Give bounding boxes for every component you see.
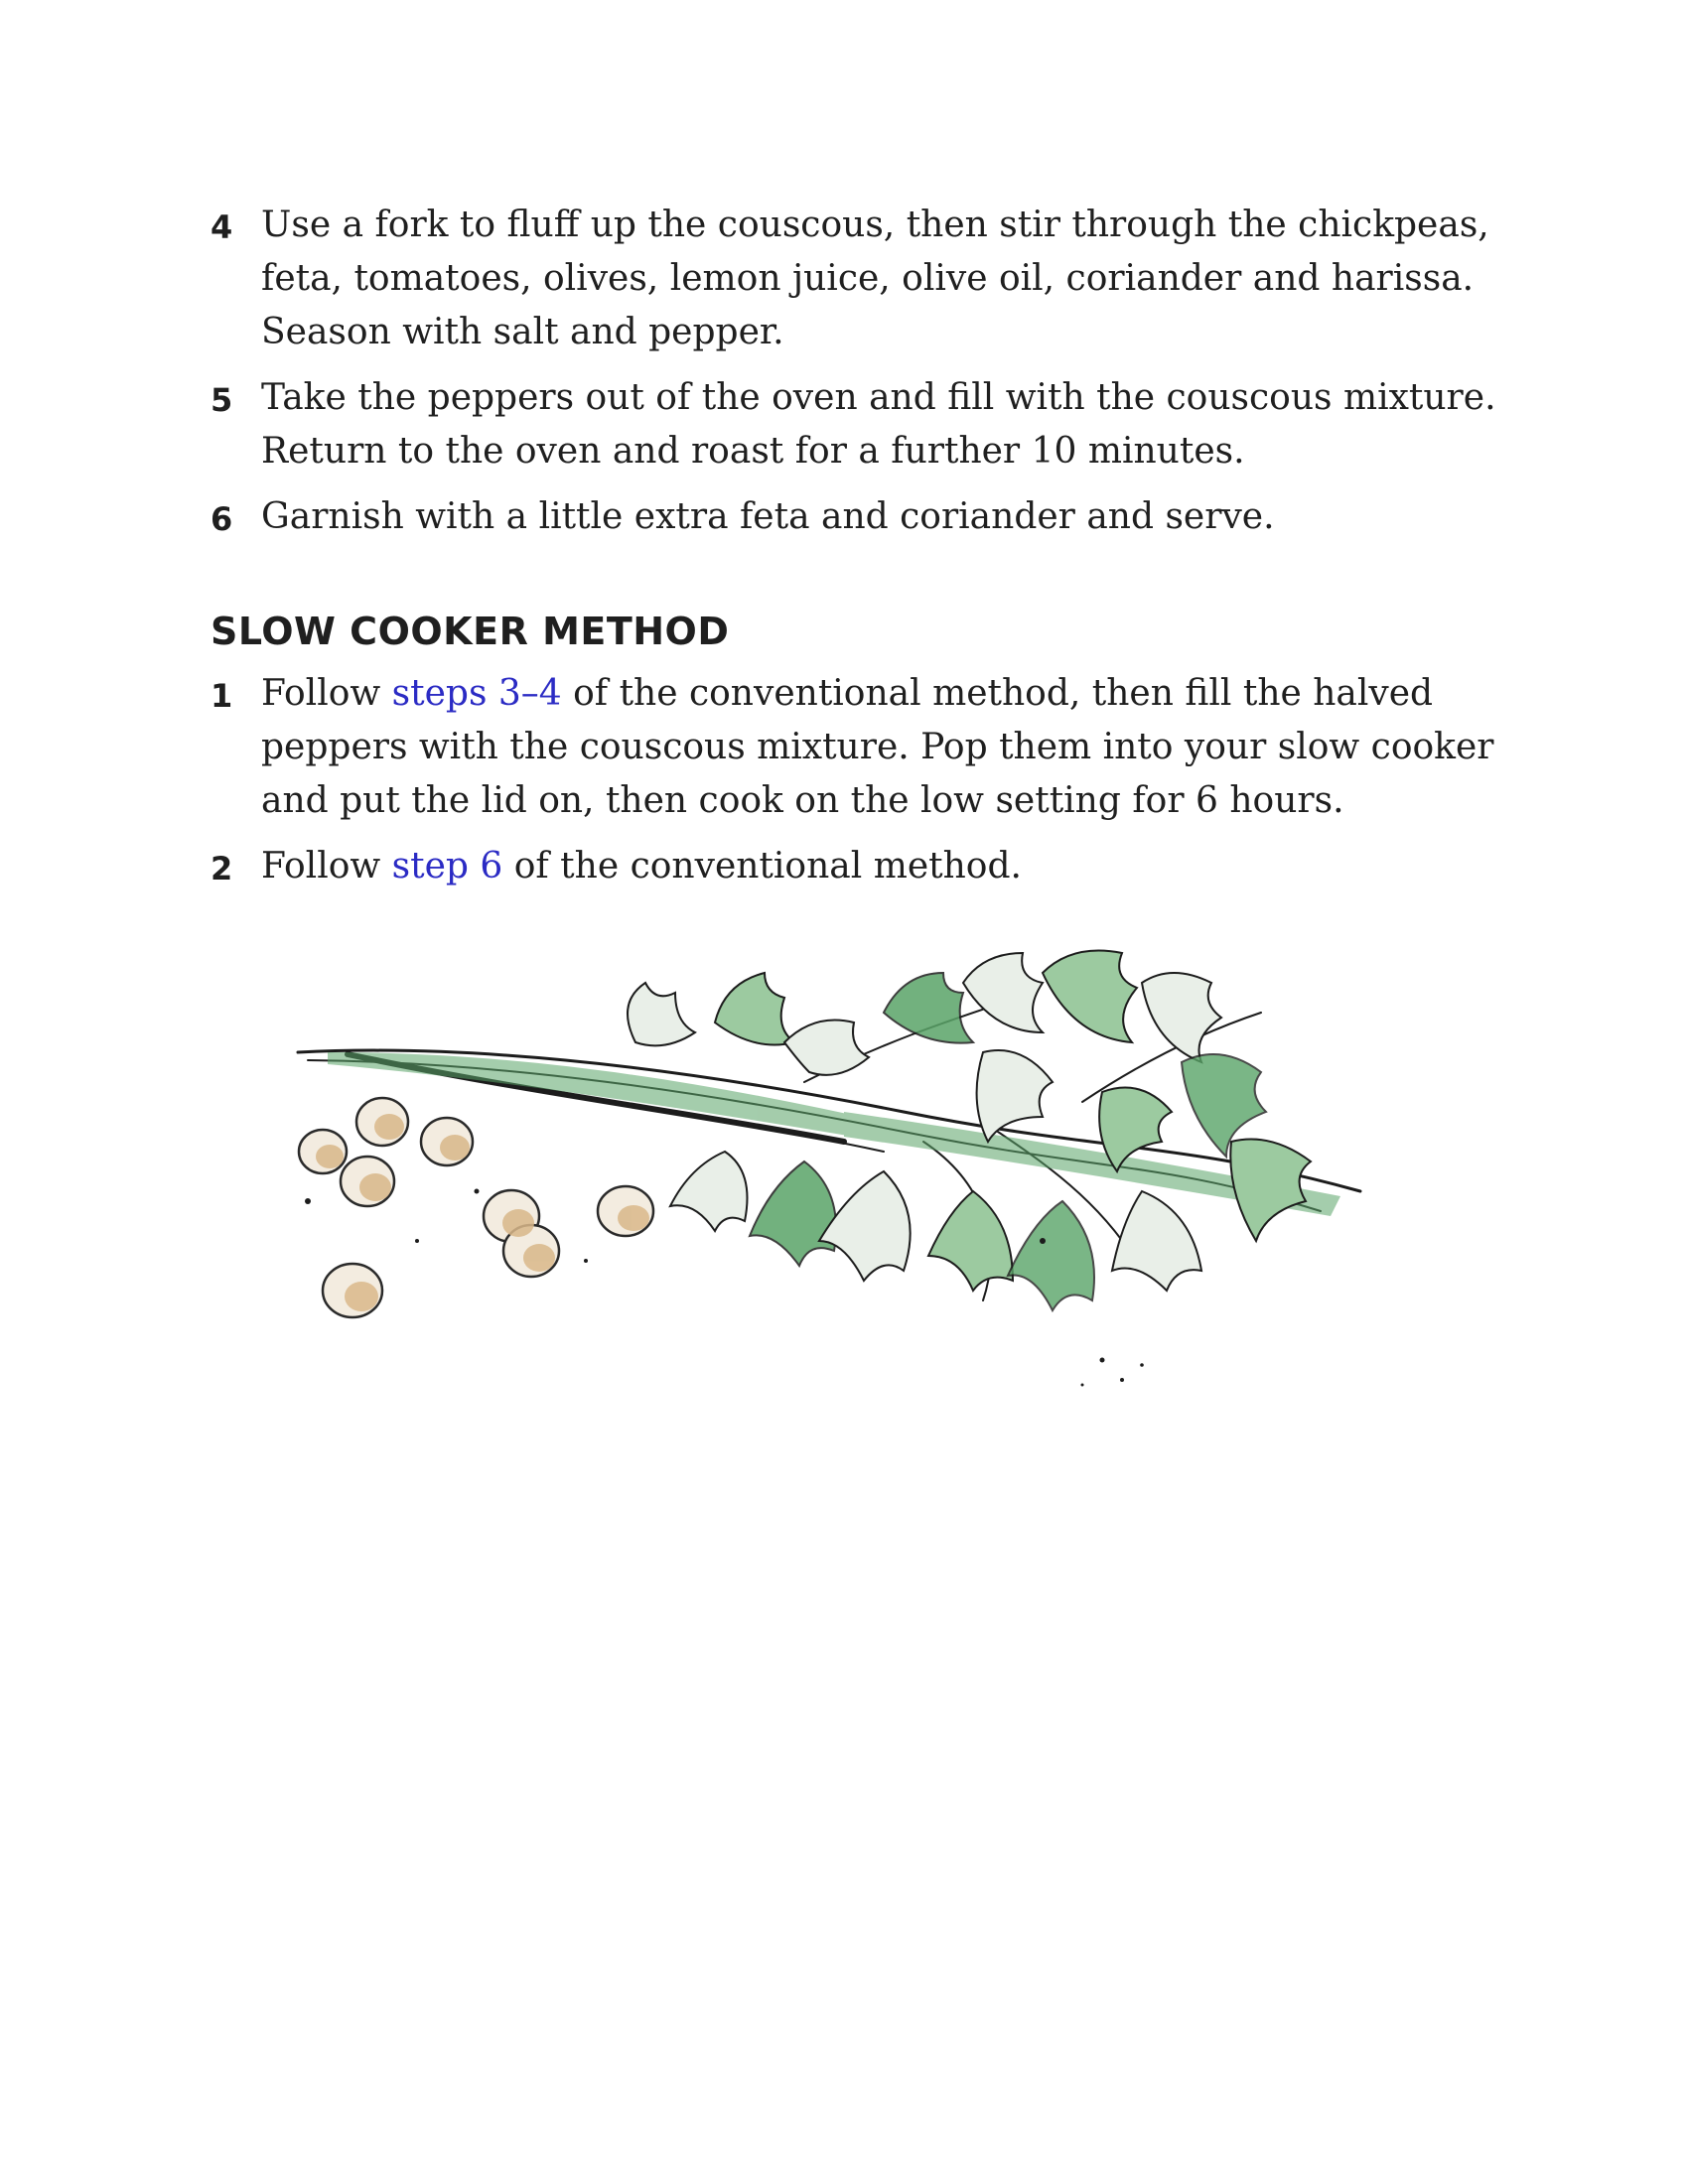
steps-3-4-link[interactable]: steps 3–4 xyxy=(391,673,562,714)
coriander-leaves xyxy=(628,951,1311,1311)
step-text: Garnish with a little extra feta and coriander and serve. xyxy=(261,496,1275,537)
step-text-post: of the conventional method, then fill the halved peppers with the couscous mixture. Pop them into your slow cooker and put the lid on, then cook on the low setting for 6 hours. xyxy=(261,673,1494,821)
step-text-post: of the conventional method. xyxy=(502,846,1022,887)
step-number: 5 xyxy=(211,381,233,419)
method-step-6 xyxy=(211,490,1501,544)
step-text: Use a fork to fluff up the couscous, then stir through the chickpeas, feta, tomatoes, olives, lemon juice, olive oil, coriander and harissa. Season with salt and pepper. xyxy=(261,205,1489,352)
step-number: 4 xyxy=(211,208,233,246)
step-number: 1 xyxy=(211,677,233,715)
method-step-4 xyxy=(211,199,1501,359)
slow-cooker-heading: SLOW COOKER METHOD xyxy=(211,610,730,653)
coriander-chickpeas-illustration xyxy=(288,943,1410,1420)
step-6-link[interactable]: step 6 xyxy=(391,846,503,887)
slow-cooker-step-1 xyxy=(211,667,1501,828)
recipe-method xyxy=(211,199,1501,905)
step-number: 6 xyxy=(211,500,233,538)
slow-cooker-step-2 xyxy=(211,840,1501,893)
method-step-5 xyxy=(211,371,1501,478)
step-number: 2 xyxy=(211,850,233,887)
step-text-pre: Follow xyxy=(261,846,392,887)
step-text-pre: Follow xyxy=(261,673,392,714)
step-text: Take the peppers out of the oven and fill with the couscous mixture. Return to the oven and roast for a further 10 minutes. xyxy=(261,377,1496,472)
